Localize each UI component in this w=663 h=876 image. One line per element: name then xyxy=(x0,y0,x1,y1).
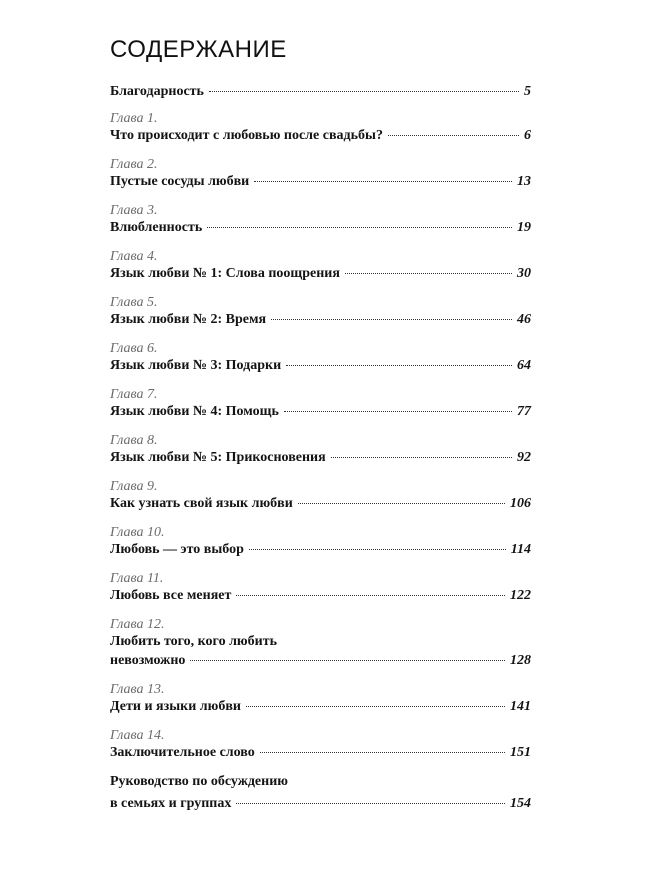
dot-leader xyxy=(207,227,512,228)
toc-entry-page: 13 xyxy=(517,174,531,189)
chapter-label: Глава 10. xyxy=(110,525,165,540)
toc-entry[interactable] xyxy=(110,698,531,716)
page-title: СОДЕРЖАНИЕ xyxy=(110,36,287,63)
toc-entry-page: 141 xyxy=(510,699,531,714)
toc-entry-title: Язык любви № 4: Помощь xyxy=(110,404,279,419)
toc-entry-title: Язык любви № 1: Слова поощрения xyxy=(110,266,340,281)
toc-entry-page: 122 xyxy=(510,588,531,603)
toc-entry-page: 19 xyxy=(517,220,531,235)
toc-entry[interactable] xyxy=(110,652,531,670)
toc-entry[interactable] xyxy=(110,403,531,421)
toc-entry-title: Влюбленность xyxy=(110,220,203,235)
toc-entry-page: 5 xyxy=(524,84,531,99)
toc-entry-page: 151 xyxy=(510,745,531,760)
toc-entry[interactable] xyxy=(110,83,531,101)
toc-entry[interactable] xyxy=(110,265,531,283)
toc-entry-title: Благодарность xyxy=(110,84,204,99)
dot-leader xyxy=(246,706,505,707)
toc-entry-title: Что происходит с любовью после свадьбы? xyxy=(110,128,383,143)
dot-leader xyxy=(345,273,512,274)
toc-entry-page: 154 xyxy=(510,796,531,811)
dot-leader xyxy=(236,803,505,804)
toc-entry[interactable] xyxy=(110,587,531,605)
toc-entry-title: в семьях и группах xyxy=(110,796,232,811)
dot-leader xyxy=(236,595,505,596)
toc-entry[interactable] xyxy=(110,127,531,145)
toc-entry[interactable] xyxy=(110,173,531,191)
chapter-label: Глава 6. xyxy=(110,341,158,356)
toc-entry[interactable] xyxy=(110,541,531,559)
dot-leader xyxy=(254,181,512,182)
toc-entry-title: Язык любви № 3: Подарки xyxy=(110,358,282,373)
toc-entry-page: 30 xyxy=(517,266,531,281)
toc-entry-page: 106 xyxy=(510,496,531,511)
toc-entry[interactable] xyxy=(110,495,531,513)
chapter-label: Глава 3. xyxy=(110,203,158,218)
toc-entry-title: Язык любви № 5: Прикосновения xyxy=(110,450,326,465)
chapter-label: Глава 13. xyxy=(110,682,165,697)
toc-entry[interactable] xyxy=(110,219,531,237)
toc-entry-page: 46 xyxy=(517,312,531,327)
dot-leader xyxy=(190,660,505,661)
chapter-label: Глава 8. xyxy=(110,433,158,448)
dot-leader xyxy=(271,319,512,320)
dot-leader xyxy=(249,549,506,550)
chapter-label: Глава 5. xyxy=(110,295,158,310)
dot-leader xyxy=(209,91,519,92)
dot-leader xyxy=(298,503,505,504)
chapter-label: Глава 9. xyxy=(110,479,158,494)
dot-leader xyxy=(284,411,512,412)
toc-entry-title: Любовь все меняет xyxy=(110,588,232,603)
chapter-label: Глава 2. xyxy=(110,157,158,172)
toc-entry-page: 64 xyxy=(517,358,531,373)
toc-entry-title: Язык любви № 2: Время xyxy=(110,312,267,327)
toc-entry[interactable] xyxy=(110,357,531,375)
toc-entry[interactable] xyxy=(110,744,531,762)
toc-entry-title: Любовь — это выбор xyxy=(110,542,244,557)
toc-entry-title-line[interactable]: Любить того, кого любить xyxy=(110,634,277,649)
toc-entry-title: Как узнать свой язык любви xyxy=(110,496,293,511)
toc-entry-page: 128 xyxy=(510,653,531,668)
toc-entry-title: Пустые сосуды любви xyxy=(110,174,250,189)
chapter-label: Глава 4. xyxy=(110,249,158,264)
toc-entry-title: невозможно xyxy=(110,653,186,668)
chapter-label: Глава 1. xyxy=(110,111,158,126)
toc-entry-page: 6 xyxy=(524,128,531,143)
dot-leader xyxy=(331,457,512,458)
toc-entry[interactable] xyxy=(110,449,531,467)
toc-entry-page: 77 xyxy=(517,404,531,419)
dot-leader xyxy=(286,365,512,366)
toc-entry-title: Заключительное слово xyxy=(110,745,255,760)
toc-entry[interactable] xyxy=(110,795,531,813)
dot-leader xyxy=(260,752,505,753)
chapter-label: Глава 7. xyxy=(110,387,158,402)
chapter-label: Глава 11. xyxy=(110,571,164,586)
toc-entry-page: 92 xyxy=(517,450,531,465)
chapter-label: Глава 14. xyxy=(110,728,165,743)
toc-entry[interactable] xyxy=(110,311,531,329)
toc-entry-page: 114 xyxy=(510,542,531,557)
dot-leader xyxy=(388,135,519,136)
toc-entry-title-line[interactable]: Руководство по обсуждению xyxy=(110,774,288,789)
chapter-label: Глава 12. xyxy=(110,617,165,632)
toc-entry-title: Дети и языки любви xyxy=(110,699,241,714)
